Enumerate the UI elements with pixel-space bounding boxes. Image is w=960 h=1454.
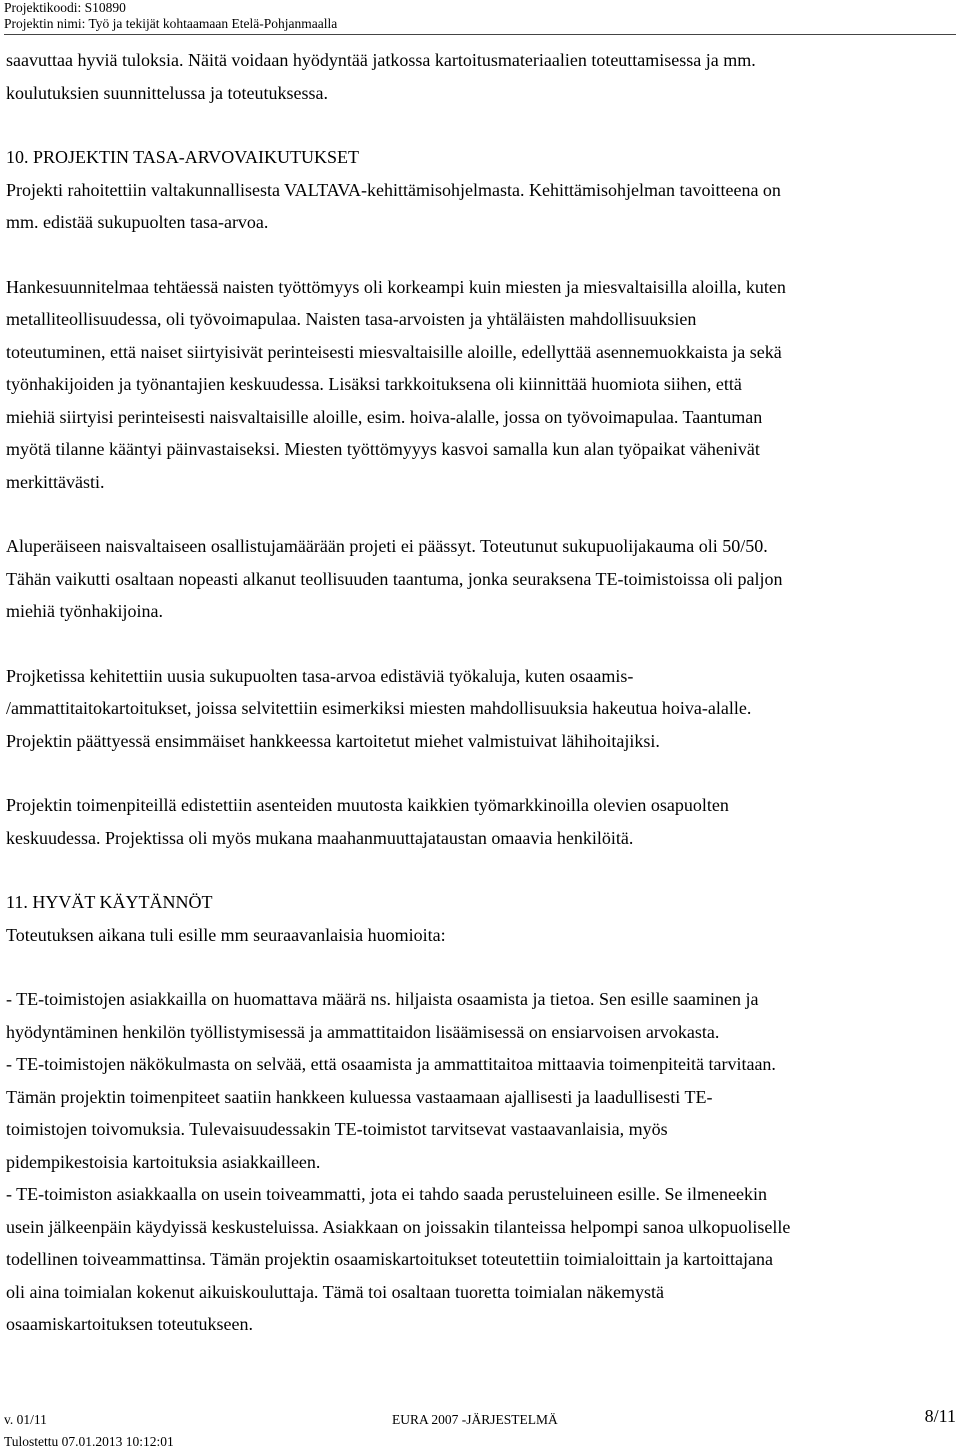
project-code: Projektikoodi: S10890: [4, 0, 126, 15]
list-line: Tämän projektin toimenpiteet saatiin hankkeen kuluessa vastaamaan ajallisesti ja laadullisesti TE-: [6, 1086, 713, 1107]
page-number: 8/11: [924, 1406, 956, 1426]
text-line: Projekti rahoitettiin valtakunnallisesta VALTAVA-kehittämisohjelmasta. Kehittämisohjelman tavoitteena on: [6, 179, 781, 200]
text-line: Hankesuunnitelmaa tehtäessä naisten työttömyys oli korkeampi kuin miesten ja miesvaltaisilla aloilla, kuten: [6, 276, 786, 297]
header-divider: [4, 34, 956, 35]
list-line: - TE-toimiston asiakkaalla on usein toiveammatti, jota ei tahdo saada perusteluineen esille. Se ilmeneekin: [6, 1184, 767, 1204]
page-footer: [0, 1406, 960, 1454]
text-line: merkittävästi.: [6, 471, 105, 492]
text-line: metalliteollisuudessa, oli työvoimapulaa. Naisten tasa-arvoisten ja yhtäläisten mahdollisuuksien: [6, 309, 697, 329]
list-line: osaamiskartoituksen toteutukseen.: [6, 1314, 253, 1334]
text-line: toteutuminen, että naiset siirtyisivät perinteisesti miesvaltaisille aloille, edellyttää asennemuokkaista ja sekä: [6, 341, 782, 362]
intro-paragraph: [6, 44, 956, 109]
list-line: oli aina toimialan kokenut aikuiskouluttaja. Tämä toi osaltaan tuoretta toimialan näkemystä: [6, 1281, 664, 1302]
text-line: /ammattitaitokartoitukset, joissa selvitettiin esimerkiksi miesten mahdollisuuksia hakeutua hoiva-alalle.: [6, 698, 752, 718]
section-10-paragraph-5: [6, 789, 956, 854]
text-line: miehiä työnhakijoina.: [6, 601, 163, 621]
section-10-paragraph-3: [6, 530, 956, 628]
document-body: [6, 44, 956, 1341]
section-11-list: [6, 983, 956, 1341]
version-label: v. 01/11: [4, 1412, 47, 1427]
list-line: hyödyntäminen henkilön työllistymisessä ja ammattitaidon lisäämisessä on ensiarvoisen arvokasta.: [6, 1021, 720, 1042]
text-line: Aluperäiseen naisvaltaiseen osallistujamäärään projeti ei päässyt. Toteutunut sukupuolijakauma oli 50/50.: [6, 536, 768, 556]
list-line: - TE-toimistojen asiakkailla on huomattava määrä ns. hiljaista osaamista ja tietoa. Sen esille saaminen ja: [6, 989, 759, 1009]
list-line: toimistojen toivomuksia. Tulevaisuudessakin TE-toimistot tarvitsevat vastaavanlaisia, myös: [6, 1119, 668, 1139]
text-line: saavuttaa hyviä tuloksia. Näitä voidaan hyödyntää jatkossa kartoitusmateriaalien toteuttamisessa ja mm.: [6, 50, 756, 70]
system-label: EURA 2007 -JÄRJESTELMÄ: [392, 1412, 558, 1427]
list-line: - TE-toimistojen näkökulmasta on selvää, että osaamista ja ammattitaitoa mittaavia toimenpiteitä tarvitaan.: [6, 1054, 776, 1074]
text-line: Projektin toimenpiteillä edistettiin asenteiden muutosta kaikkien työmarkkinoilla olevien osapuolten: [6, 795, 729, 815]
text-line: Projketissa kehitettiin uusia sukupuolten tasa-arvoa edistäviä työkaluja, kuten osaamis-: [6, 665, 634, 686]
text-line: keskuudessa. Projektissa oli myös mukana maahanmuuttajataustan omaavia henkilöitä.: [6, 827, 634, 848]
list-line: usein jälkeenpäin käydyissä keskusteluissa. Asiakkaan on joissakin tilanteissa helpompi sanoa ulkopuoliselle: [6, 1216, 791, 1237]
text-line: miehiä siirtyisi perinteisesti naisvaltaisille aloille, esim. hoiva-alalle, jossa on työvoimapulaa. Taantuman: [6, 406, 763, 427]
printed-timestamp: Tulostettu 07.01.2013 10:12:01: [4, 1434, 174, 1449]
text-line: työnhakijoiden ja työnantajien keskuudessa. Lisäksi tarkkoituksena oli kiinnittää huomiota siihen, että: [6, 374, 742, 394]
section-10-paragraph-1: [6, 174, 956, 239]
page-header: [4, 0, 956, 36]
section-11-intro: Toteutuksen aikana tuli esille mm seuraavanlaisia huomioita:: [6, 924, 446, 945]
section-10-paragraph-4: [6, 660, 956, 758]
text-line: Projektin päättyessä ensimmäiset hankkeessa kartoitetut miehet valmistuivat lähihoitajiksi.: [6, 730, 660, 751]
section-10-title: 10. PROJEKTIN TASA-ARVOVAIKUTUKSET: [6, 147, 359, 167]
section-11-title: 11. HYVÄT KÄYTÄNNÖT: [6, 892, 213, 912]
project-name: Projektin nimi: Työ ja tekijät kohtaamaan Etelä-Pohjanmaalla: [4, 16, 338, 31]
text-line: Tähän vaikutti osaltaan nopeasti alkanut teollisuuden taantuma, jonka seuraksena TE-toimistoissa oli paljon: [6, 568, 783, 589]
section-10-paragraph-2: [6, 271, 956, 499]
text-line: koulutuksien suunnittelussa ja toteutuksessa.: [6, 82, 328, 103]
list-line: pidempikestoisia kartoituksia asiakkailleen.: [6, 1151, 321, 1172]
list-line: todellinen toiveammattinsa. Tämän projektin osaamiskartoitukset toteutettiin toimialoittain ja kartoittajana: [6, 1249, 773, 1269]
text-line: mm. edistää sukupuolten tasa-arvoa.: [6, 212, 269, 232]
text-line: myötä tilanne kääntyi päinvastaiseksi. Miesten työttömyyys kasvoi samalla kun alan työpaikat vähenivät: [6, 439, 760, 459]
